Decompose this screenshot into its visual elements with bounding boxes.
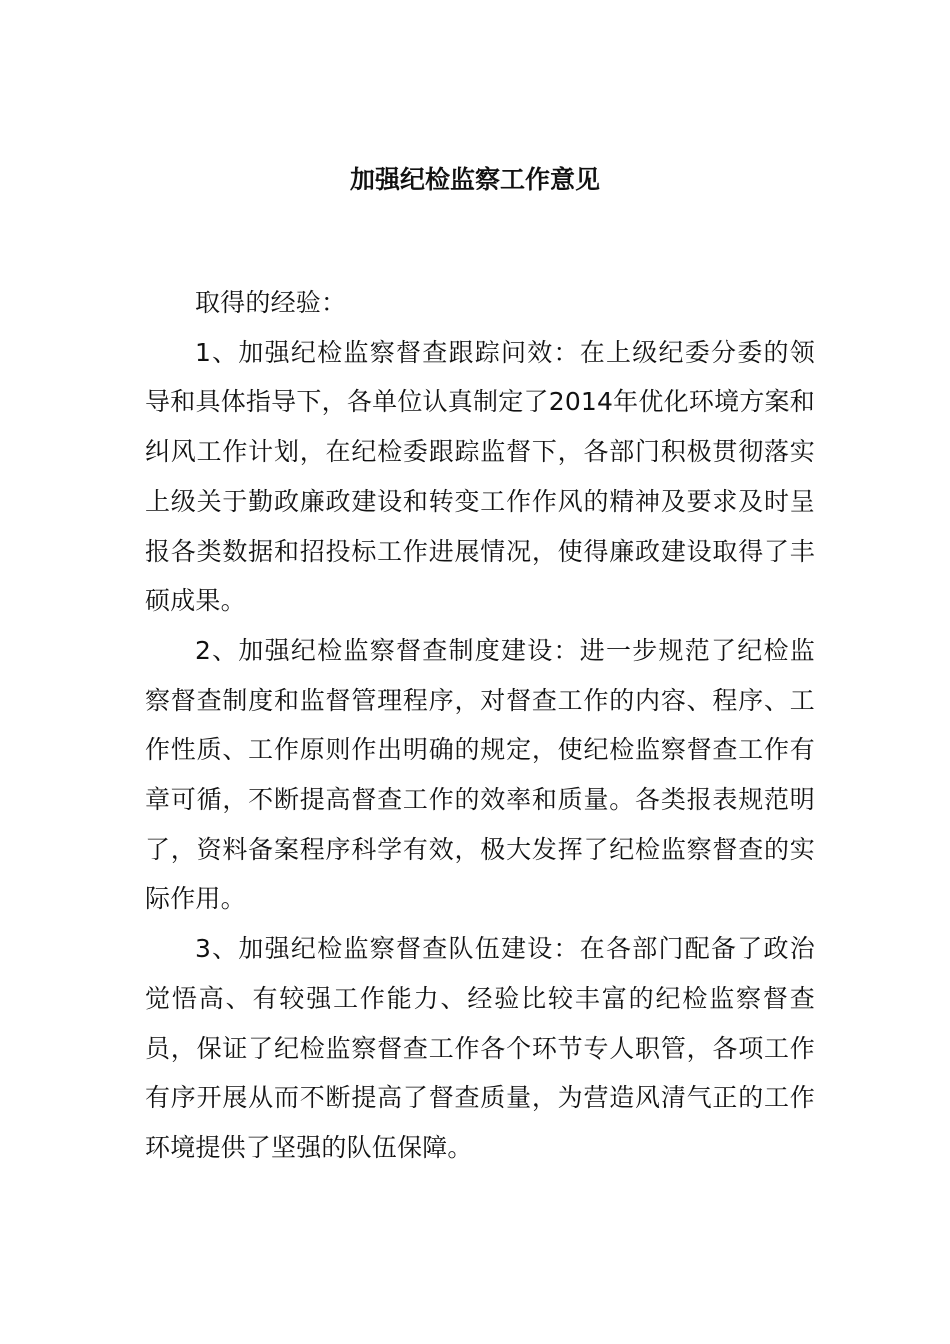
document-title: 加强纪检监察工作意见 — [349, 165, 600, 194]
paragraph-intro: 取得的经验： — [195, 288, 347, 317]
paragraph-item-1: 1、加强纪检监察督查跟踪问效：在上级纪委分委的领导和具体指导下，各单位认真制定了2014年优化环境方案和纠风工作计划，在纪检委跟踪监督下，各部门积极贯彻落实上级关于勤政廉政建设和转变工作作风的精神及要求及时呈报各类数据和招投标工作进展情况，使得廉政建设取得了丰硕成果。 — [145, 337, 815, 616]
paragraph-item-2: 2、加强纪检监察督查制度建设：进一步规范了纪检监察督查制度和监督管理程序，对督查工作的内容、程序、工作性质、工作原则作出明确的规定，使纪检监察督查工作有章可循，不断提高督查工作的效率和质量。各类报表规范明了，资料备案程序科学有效，极大发挥了纪检监察督查的实际作用。 — [145, 635, 815, 914]
paragraph-item-3: 3、加强纪检监察督查队伍建设：在各部门配备了政治觉悟高、有较强工作能力、经验比较丰富的纪检监察督查员，保证了纪检监察督查工作各个环节专人职管，各项工作有序开展从而不断提高了督查质量，为营造风清气正的工作环境提供了坚强的队伍保障。 — [145, 934, 815, 1162]
document-body — [145, 278, 815, 1173]
